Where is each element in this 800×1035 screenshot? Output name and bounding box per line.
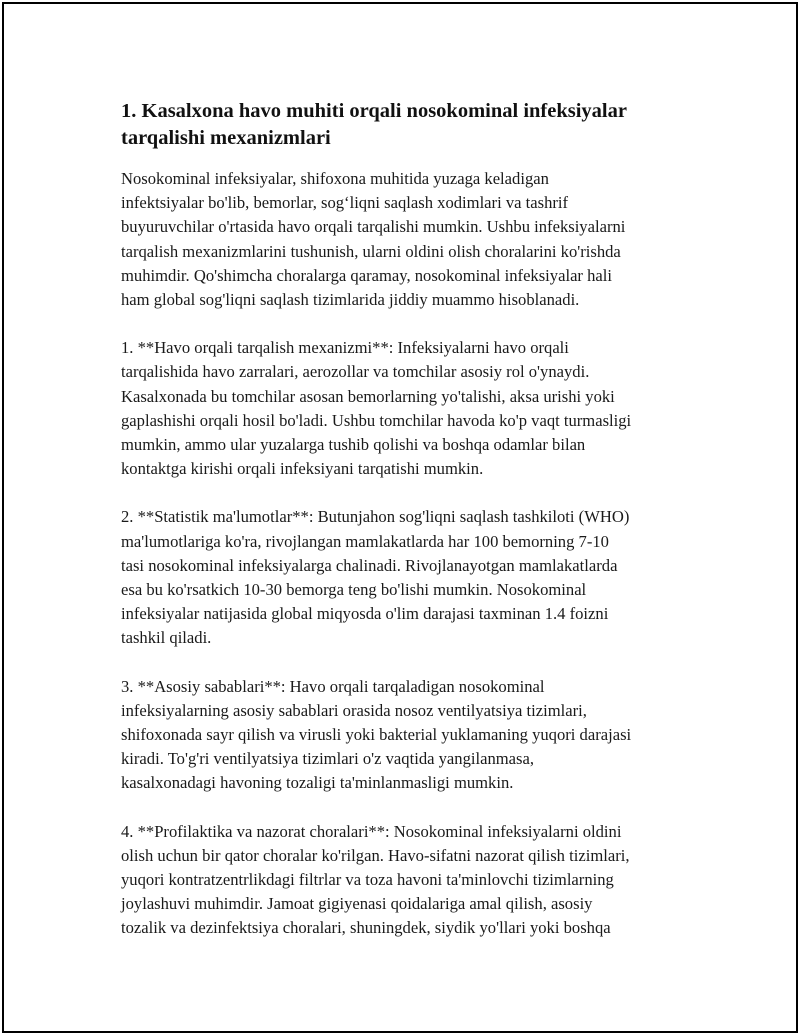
text-line: kasalxonadagi havoning tozaligi ta'minlanmasligi mumkin. (121, 773, 514, 793)
text-line: joylashuvi muhimdir. Jamoat gigiyenasi qoidalariga amal qilish, asosiy (121, 894, 593, 914)
text-line: muhimdir. Qo'shimcha choralarga qaramay, nosokominal infeksiyalar hali (121, 265, 612, 285)
text-line: ham global sog'liqni saqlash tizimlarida jiddiy muammo hisoblanadi. (121, 290, 580, 310)
text-line: kontaktga kirishi orqali infeksiyani tarqatishi mumkin. (121, 459, 484, 479)
text-line: Kasalxonada bu tomchilar asosan bemorlarning yo'talishi, aksa urishi yoki (121, 386, 615, 406)
text-line: 3. **Asosiy sabablari**: Havo orqali tarqaladigan nosokominal (121, 676, 545, 696)
text-line: Nosokominal infeksiyalar, shifoxona muhitida yuzaga keladigan (121, 169, 549, 188)
text-line: infektsiyalar bo'lib, bemorlar, sog‘liqni saqlash xodimlari va tashrif (121, 193, 569, 213)
text-line: infeksiyalar natijasida global miqyosda o'lim darajasi taxminan 1.4 foizni (121, 604, 609, 624)
text-line: ma'lumotlariga ko'ra, rivojlangan mamlakatlarda har 100 bemorning 7-10 (121, 531, 609, 551)
text-line: 2. **Statistik ma'lumotlar**: Butunjahon sog'liqni saqlash tashkiloti (WHO) (121, 507, 630, 527)
intro-paragraph (121, 167, 696, 312)
text-line: esa bu ko'rsatkich 10-30 bemorga teng bo'lishi mumkin. Nosokominal (121, 580, 587, 600)
text-line: tozalik va dezinfektsiya choralari, shuningdek, siydik yo'llari yoki boshqa (121, 918, 611, 938)
text-line: tarqalish mexanizmlarini tushunish, ularni oldini olish choralarini ko'rishda (121, 241, 621, 261)
text-line: tashkil qiladi. (121, 628, 212, 648)
text-line: kiradi. To'g'ri ventilyatsiya tizimlari o'z vaqtida yangilanmasa, (121, 749, 535, 769)
text-line: olish uchun bir qator choralar ko'rilgan. Havo-sifatni nazorat qilish tizimlari, (121, 845, 630, 865)
text-line: infeksiyalarning asosiy sabablari orasida nosoz ventilyatsiya tizimlari, (121, 700, 587, 720)
page-frame (2, 2, 798, 1033)
text-line: 4. **Profilaktika va nazorat choralari**: Nosokominal infeksiyalarni oldini (121, 821, 622, 841)
text-line: shifoxonada sayr qilish va virusli yoki bakterial yuklamaning yuqori darajasi (121, 725, 632, 745)
prevention-paragraph (121, 820, 696, 941)
text-line: tarqalishida havo zarralari, aerozollar va tomchilar asosiy rol o'ynaydi. (121, 362, 590, 382)
text-line: yuqori kontratzentrlikdagi filtrlar va toza havoni ta'minlovchi tizimlarning (121, 870, 614, 890)
section-title (121, 98, 696, 152)
airborne-mechanism-paragraph (121, 336, 696, 481)
text-line: buyuruvchilar o'rtasida havo orqali tarqalishi mumkin. Ushbu infeksiyalarni (121, 217, 626, 237)
text-line: mumkin, ammo ular yuzalarga tushib qolishi va boshqa odamlar bilan (121, 435, 586, 455)
document-body (121, 98, 696, 965)
statistics-paragraph (121, 505, 696, 650)
title-line: tarqalishi mexanizmlari (121, 127, 331, 149)
main-causes-paragraph (121, 675, 696, 796)
title-line: 1. Kasalxona havo muhiti orqali nosokominal infeksiyalar (121, 100, 627, 122)
text-line: tasi nosokominal infeksiyalarga chalinadi. Rivojlanayotgan mamlakatlarda (121, 555, 618, 575)
text-line: 1. **Havo orqali tarqalish mexanizmi**: Infeksiyalarni havo orqali (121, 338, 569, 358)
text-line: gaplashishi orqali hosil bo'ladi. Ushbu tomchilar havoda ko'p vaqt turmasligi (121, 410, 632, 430)
